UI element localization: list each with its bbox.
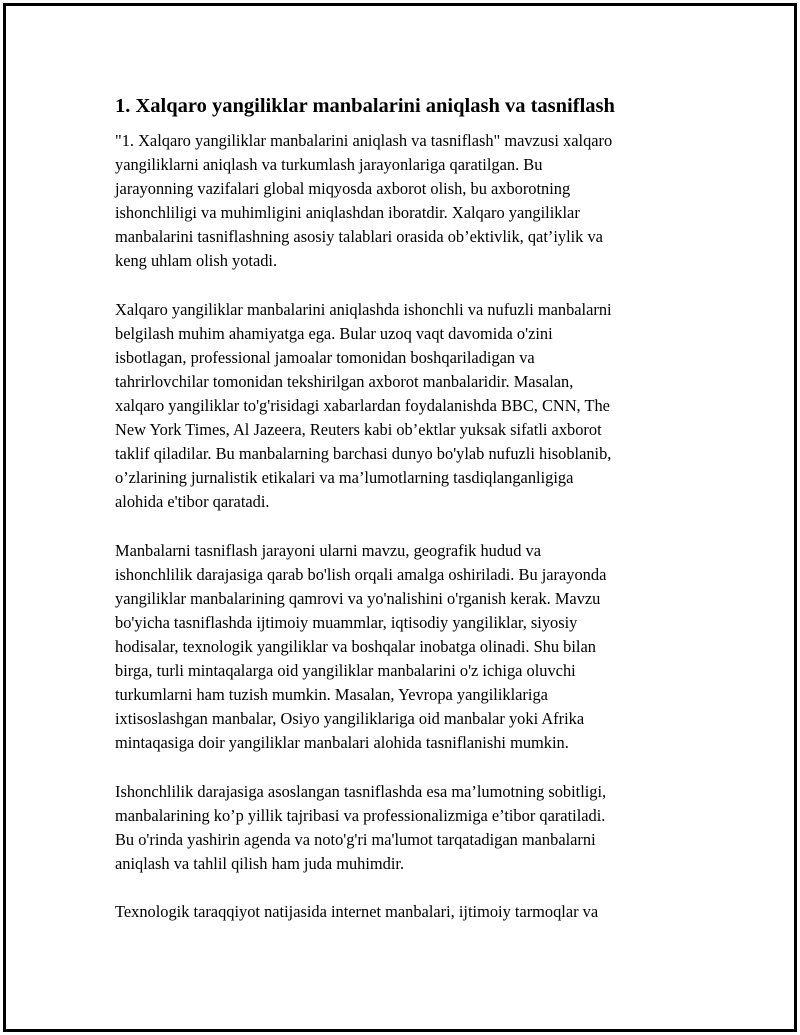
- paragraph-intro: "1. Xalqaro yangiliklar manbalarini aniqlash va tasniflash" mavzusi xalqaro yangiliklarni aniqlash va turkumlash jarayonlariga qaratilgan. Bu jarayonning vazifalari global miqyosda axborot olish, bu axborotning ishonchliligi va muhimligini aniqlashdan iboratdir. Xalqaro yangiliklar manbalarini tasniflashning asosiy talablari orasida ob’ektivlik, qat’iylik va keng uhlam olish yotadi.: [115, 131, 613, 271]
- document-body: [115, 92, 685, 948]
- paragraph-reliability: Ishonchlilik darajasiga asoslangan tasniflashda esa ma’lumotning sobitligi, manbalarining ko’p yillik tajribasi va professionalizmiga e’tibor qaratiladi. Bu o'rinda yashirin agenda va noto'g'ri ma'lumot tarqatadigan manbalarni aniqlash va tahlil qilish ham juda muhimdir.: [115, 781, 607, 873]
- paragraph-technology: Texnologik taraqqiyot natijasida internet manbalari, ijtimoiy tarmoqlar va: [115, 902, 599, 921]
- paragraph-reliable-sources: Xalqaro yangiliklar manbalarini aniqlashda ishonchli va nufuzli manbalarni belgilash muhim ahamiyatga ega. Bular uzoq vaqt davomida o'zini isbotlagan, professional jamoalar tomonidan boshqariladigan va tahrirlovchilar tomonidan tekshirilgan axborot manbalaridir. Masalan, xalqaro yangiliklar to'g'risidagi xabarlardan foydalanishda BBC, CNN, The New York Times, Al Jazeera, Reuters kabi ob’ektlar yuksak sifatli axborot taklif qiladilar. Bu manbalarning barchasi dunyo bo'ylab nufuzli hisoblanib, o’zlarining jurnalistik etikalari va ma’lumotlarning tasdiqlanganligiga alohida e'tibor qaratadi.: [115, 299, 612, 512]
- section-heading: 1. Xalqaro yangiliklar manbalarini aniqlash va tasniflash: [115, 95, 615, 117]
- paragraph-classification: Manbalarni tasniflash jarayoni ularni mavzu, geografik hudud va ishonchlilik darajasiga qarab bo'lish orqali amalga oshiriladi. Bu jarayonda yangiliklar manbalarining qamrovi va yo'nalishini o'rganish kerak. Mavzu bo'yicha tasniflashda ijtimoiy muammlar, iqtisodiy yangiliklar, siyosiy hodisalar, texnologik yangiliklar va boshqalar inobatga olinadi. Shu bilan birga, turli mintaqalarga oid yangiliklar manbalarini o'z ichiga oluvchi turkumlarni ham tuzish mumkin. Masalan, Yevropa yangiliklariga ixtisoslashgan manbalar, Osiyo yangiliklariga oid manbalar yoki Afrika mintaqasiga doir yangiliklar manbalari alohida tasniflanishi mumkin.: [115, 540, 607, 753]
